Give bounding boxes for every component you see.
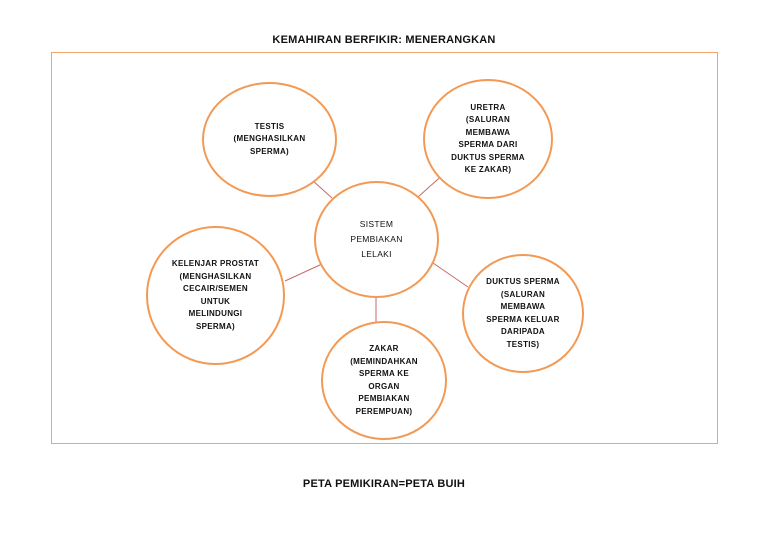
center-bubble [314, 181, 439, 298]
center-label: SISTEM PEMBIAKAN LELAKI [350, 219, 403, 259]
diagram-footer: PETA PEMIKIRAN=PETA BUIH [302, 478, 466, 490]
link-kelenjar [285, 264, 322, 281]
kelenjar-label: KELENJAR PROSTAT (MENGHASILKAN CECAIR/SEMEN UNTUK MELINDUNGI SPERMA) [171, 259, 260, 331]
uretra-label: URETRA (SALURAN MEMBAWA SPERMA DARI DUKTUS SPERMA KE ZAKAR) [451, 102, 525, 174]
duktus-label: DUKTUS SPERMA (SALURAN MEMBAWA SPERMA KELUAR DARIPADA TESTIS) [486, 277, 560, 349]
bubble-uretra [423, 79, 553, 199]
diagram-title: KEMAHIRAN BERFIKIR: MENERANGKAN [272, 34, 496, 46]
bubble-testis [202, 82, 337, 197]
bubble-zakar [321, 321, 447, 440]
link-testis [312, 180, 332, 198]
bubble-duktus-sperma [462, 254, 584, 373]
link-duktus [433, 263, 468, 287]
zakar-label: ZAKAR (MEMINDAHKAN SPERMA KE ORGAN PEMBIAKAN PEREMPUAN) [350, 344, 418, 416]
testis-label: TESTIS (MENGHASILKAN SPERMA) [233, 121, 306, 156]
bubble-kelenjar-prostat [146, 226, 285, 365]
